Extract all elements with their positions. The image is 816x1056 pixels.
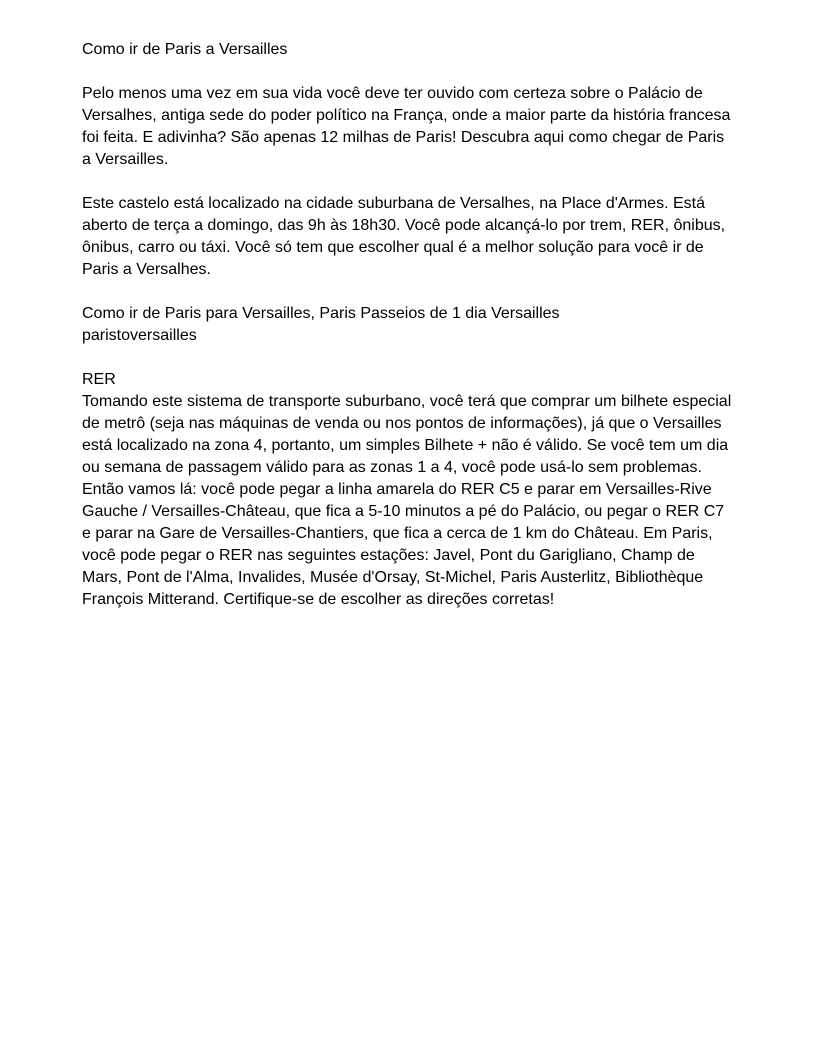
paragraph-rer-section bbox=[82, 369, 734, 611]
paragraph-text: paristoversailles bbox=[82, 327, 197, 344]
document-title bbox=[82, 39, 734, 61]
paragraph-intro bbox=[82, 83, 734, 171]
paragraph-text: Como ir de Paris para Versailles, Paris Passeios de 1 dia Versailles bbox=[82, 305, 560, 322]
document-title-text: Como ir de Paris a Versailles bbox=[82, 41, 288, 58]
paragraph-text: Este castelo está localizado na cidade suburbana de Versalhes, na Place d'Armes. Está aberto de terça a domingo, das 9h às 18h30. Você pode alcançá-lo por trem, RER, ônibus, ônibus, carro ou táxi. Você só tem que escolher qual é a melhor solução para você ir de Paris a Versalhes. bbox=[82, 195, 726, 278]
paragraph-castle-info bbox=[82, 193, 734, 281]
paragraph-text: Pelo menos uma vez em sua vida você deve ter ouvido com certeza sobre o Palácio de Versalhes, antiga sede do poder político na França, onde a maior parte da história francesa foi feita. E adivinha? São apenas 12 milhas de Paris! Descubra aqui como chegar de Paris a Versailles. bbox=[82, 85, 731, 168]
rer-section-heading: RER bbox=[82, 371, 116, 388]
paragraph-text: Tomando este sistema de transporte suburbano, você terá que comprar um bilhete especial de metrô (seja nas máquinas de venda ou nos pontos de informações), já que o Versailles está localizado na zona 4, portanto, um simples Bilhete + não é válido. Se você tem um dia ou semana de passagem válido para as zonas 1 a 4, você pode usá-lo sem problemas. Então vamos lá: você pode pegar a linha amarela do RER C5 e parar em Versailles-Rive Gauche / Versailles-Château, que fica a 5-10 minutos a pé do Palácio, ou pegar o RER C7 e parar na Gare de Versailles-Chantiers, que fica a cerca de 1 km do Château. Em Paris, você pode pegar o RER nas seguintes estações: Javel, Pont du Garigliano, Champ de Mars, Pont de l'Alma, Invalides, Musée d'Orsay, St-Michel, Paris Austerlitz, Bibliothèque François Mitterand. Certifique-se de escolher as direções corretas! bbox=[82, 393, 732, 608]
paragraph-related-links bbox=[82, 303, 734, 347]
